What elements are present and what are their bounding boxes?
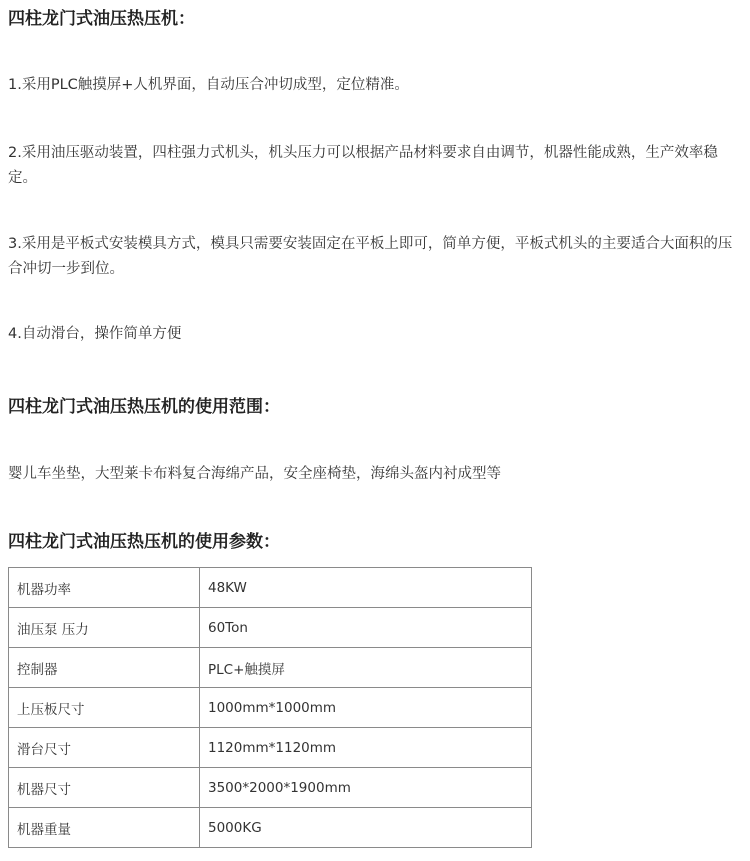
- table-row: [9, 608, 532, 648]
- table-row: [9, 728, 532, 768]
- feature-item-2: 2.采用油压驱动装置，四柱强力式机头，机头压力可以根据产品材料要求自由调节，机器性能成熟，生产效率稳定。: [8, 145, 718, 186]
- param-label: 上压板尺寸: [9, 688, 200, 728]
- params-heading: 四柱龙门式油压热压机的使用参数：: [8, 532, 280, 552]
- param-value: 1120mm*1120mm: [200, 728, 532, 768]
- param-value: 48KW: [200, 568, 532, 608]
- param-label: 机器功率: [9, 568, 200, 608]
- table-row: [9, 808, 532, 848]
- scope-text: 婴儿车坐垫，大型莱卡布料复合海绵产品，安全座椅垫，海绵头盔内衬成型等: [8, 466, 501, 482]
- param-label: 机器重量: [9, 808, 200, 848]
- param-label: 控制器: [9, 648, 200, 688]
- param-value: 3500*2000*1900mm: [200, 768, 532, 808]
- table-row: [9, 648, 532, 688]
- param-value: 1000mm*1000mm: [200, 688, 532, 728]
- param-value: PLC+触摸屏: [200, 648, 532, 688]
- param-value: 60Ton: [200, 608, 532, 648]
- table-row: [9, 568, 532, 608]
- param-value: 5000KG: [200, 808, 532, 848]
- table-row: [9, 688, 532, 728]
- feature-item-4: 4.自动滑台，操作简单方便: [8, 326, 182, 342]
- param-label: 滑台尺寸: [9, 728, 200, 768]
- table-row: [9, 768, 532, 808]
- feature-item-1: 1.采用PLC触摸屏+人机界面，自动压合冲切成型，定位精准。: [8, 77, 409, 93]
- feature-item-3: 3.采用是平板式安装模具方式，模具只需要安装固定在平板上即可，简单方便，平板式机头的主要适合大面积的压合冲切一步到位。: [8, 236, 733, 277]
- param-label: 油压泵 压力: [9, 608, 200, 648]
- param-label: 机器尺寸: [9, 768, 200, 808]
- features-heading: 四柱龙门式油压热压机：: [8, 9, 195, 29]
- params-table: [8, 567, 532, 848]
- scope-heading: 四柱龙门式油压热压机的使用范围：: [8, 397, 280, 417]
